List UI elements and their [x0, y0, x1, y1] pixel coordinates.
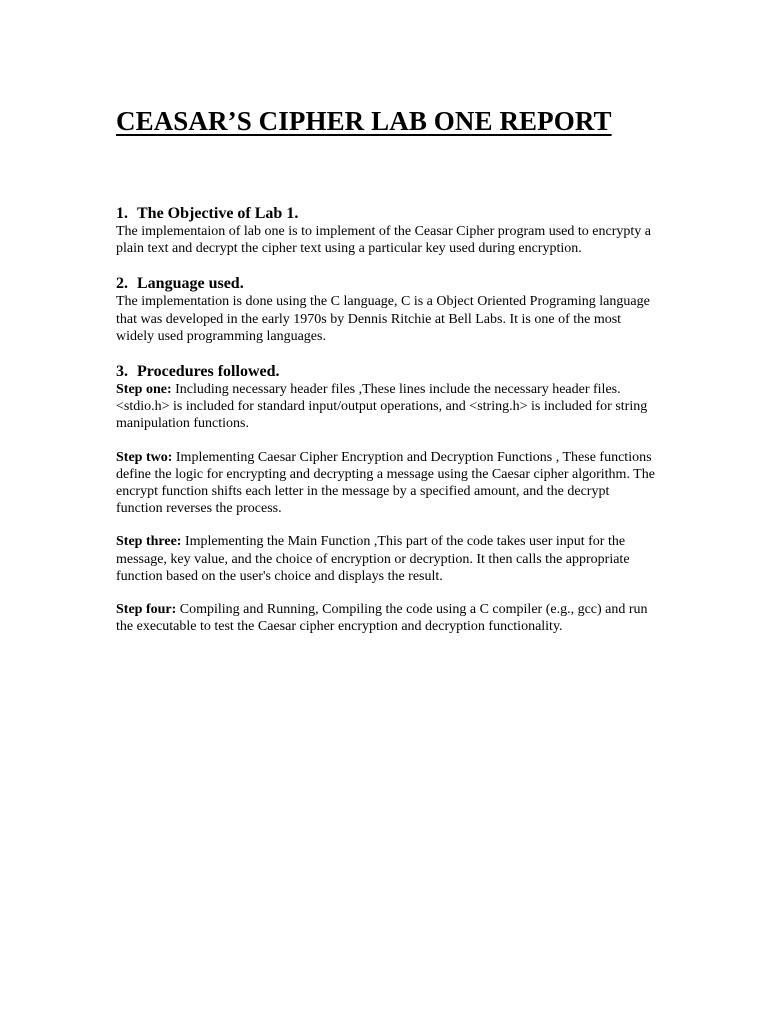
step-paragraph: [116, 449, 656, 518]
section-number: 1.: [116, 205, 128, 222]
section-title: Procedures followed.: [137, 363, 280, 381]
section-body: The implementaion of lab one is to implement of the Ceasar Cipher program used to encrypty a plain text and decrypt the cipher text using a particular key used during encryption.: [116, 224, 651, 257]
document-title: CEASAR’S CIPHER LAB ONE REPORT: [116, 106, 612, 136]
step-text: Implementing the Main Function ,This part of the code takes user input for the message, key value, and the choice of encryption or decryption. It then calls the appropriate function based on the user's choice and displays the result.: [116, 534, 630, 584]
step-label: Step four:: [116, 602, 177, 618]
step-text: Including necessary header files ,These lines include the necessary header files. <stdio.h> is included for standard input/output operations, and <string.h> is included for string manipulation functions.: [116, 382, 648, 432]
section-title: The Objective of Lab 1.: [137, 205, 299, 222]
section-procedures: [116, 362, 656, 635]
step-label: Step two:: [116, 449, 173, 465]
section-language: [116, 274, 656, 345]
step-text: Implementing Caesar Cipher Encryption and Decryption Functions , These functions define the logic for encrypting and decrypting a message using the Caesar cipher algorithm. The encrypt function shifts each letter in the message by a specified amount, and the decrypt function reverses the process.: [116, 449, 655, 517]
section-number: 2.: [116, 275, 128, 293]
document-content: [116, 204, 656, 635]
step-paragraph: [116, 533, 656, 585]
section-body: The implementation is done using the C language, C is a Object Oriented Programing language that was developed in the early 1970s by Dennis Ritchie at Bell Labs. It is one of the most widely used programming languages.: [116, 294, 650, 344]
section-heading: [116, 274, 656, 293]
section-heading: [116, 362, 656, 381]
section-title: Language used.: [137, 275, 244, 293]
section-heading: [116, 204, 656, 223]
section-objective: [116, 204, 656, 257]
step-label: Step one:: [116, 382, 172, 398]
section-number: 3.: [116, 363, 128, 381]
step-paragraph: [116, 381, 656, 433]
step-paragraph: [116, 601, 656, 635]
step-label: Step three:: [116, 534, 182, 550]
step-text: Compiling and Running, Compiling the code using a C compiler (e.g., gcc) and run the executable to test the Caesar cipher encryption and decryption functionality.: [116, 602, 648, 635]
